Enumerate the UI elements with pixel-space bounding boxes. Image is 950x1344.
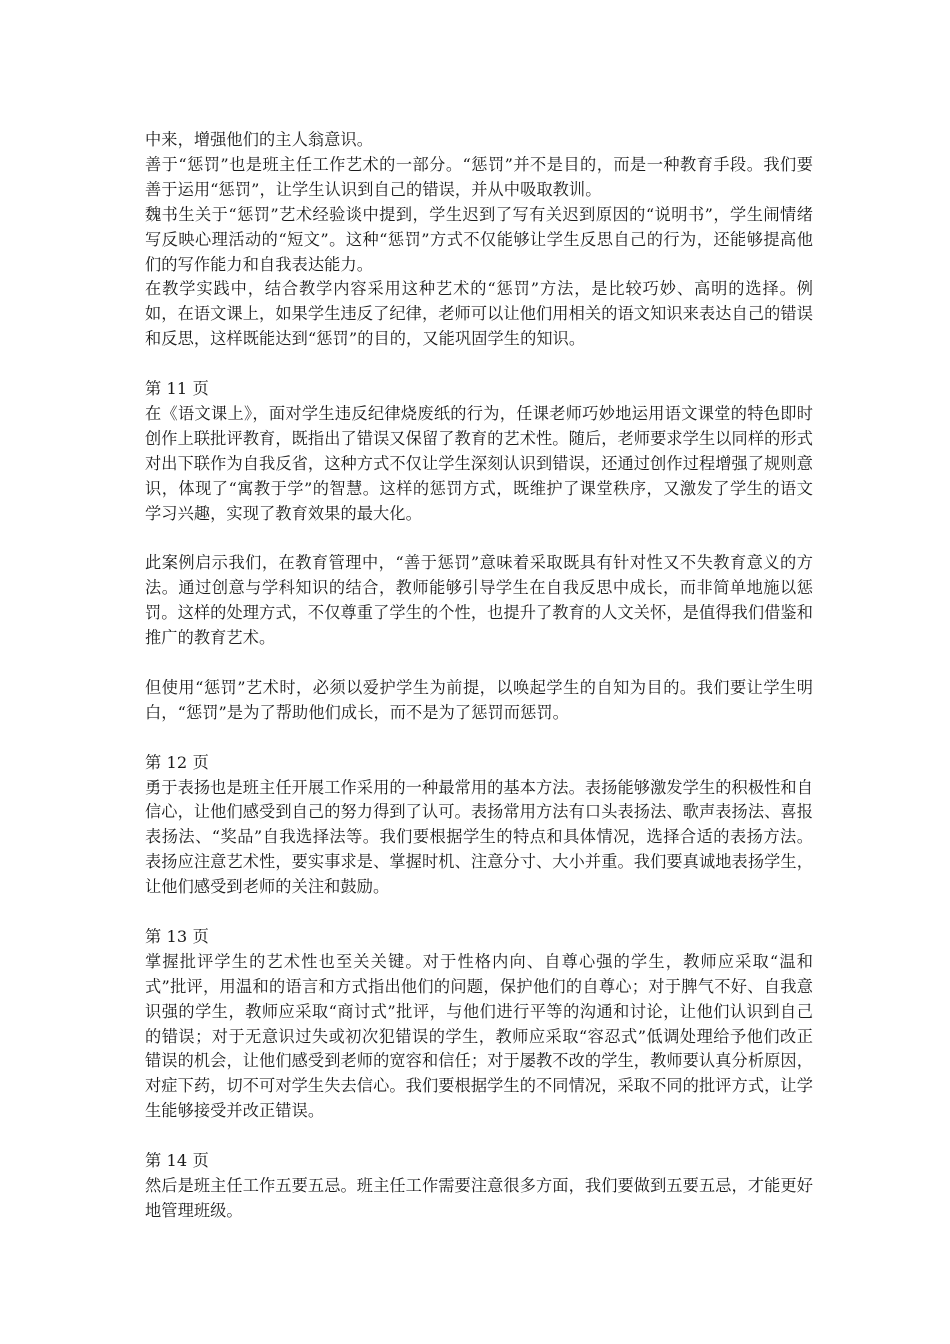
- page-heading-11: 第 11 页: [145, 379, 209, 399]
- paragraph-teaching-practice: 在教学实践中，结合教学内容采用这种艺术的“惩罚”方法，是比较巧妙、高明的选择。例如，在语文课上，如果学生违反了纪律，老师可以让他们用相关的语文知识来表达自己的错误和反思，这样既能达到“惩罚”的目的，又能巩固学生的知识。: [145, 279, 813, 349]
- paragraph-criticism: 掌握批评学生的艺术性也至关关键。对于性格内向、自尊心强的学生，教师应采取“温和式”批评，用温和的语言和方式指出他们的问题，保护他们的自尊心；对于脾气不好、自我意识强的学生，教师应采取“商讨式”批评，与他们进行平等的沟通和讨论，让他们认识到自己的错误；对于无意识过失或初次犯错误的学生，教师应采取“容忍式”低调处理给予他们改正错误的机会，让他们感受到老师的宽容和信任；对于屡教不改的学生，教师要认真分析原因，对症下药，切不可对学生失去信心。我们要根据学生的不同情况，采取不同的批评方式，让学生能够接受并改正错误。: [145, 951, 813, 1121]
- paragraph-case-insight: 此案例启示我们，在教育管理中，“善于惩罚”意味着采取既具有针对性又不失教育意义的方法。通过创意与学科知识的结合，教师能够引导学生在自我反思中成长，而非简单地施以惩罚。这样的处理方式，不仅尊重了学生的个性，也提升了教育的人文关怀，是值得我们借鉴和推广的教育艺术。: [145, 553, 813, 648]
- page-heading-12: 第 12 页: [145, 752, 209, 772]
- document-page: [145, 128, 813, 1224]
- paragraph-punishment-premise: 但使用“惩罚”艺术时，必须以爱护学生为前提，以唤起学生的自知为目的。我们要让学生明白，“惩罚”是为了帮助他们成长，而不是为了惩罚而惩罚。: [145, 677, 813, 722]
- paragraph-five-dos-donts: 然后是班主任工作五要五忌。班主任工作需要注意很多方面，我们要做到五要五忌，才能更好地管理班级。: [145, 1175, 813, 1220]
- paragraph-wei-shusheng: 魏书生关于“惩罚”艺术经验谈中提到，学生迟到了写有关迟到原因的“说明书”，学生闹情绪写反映心理活动的“短文”。这种“惩罚”方式不仅能够让学生反思自己的行为，还能够提高他们的写作能力和自我表达能力。: [145, 204, 813, 274]
- paragraph-praise: 勇于表扬也是班主任开展工作采用的一种最常用的基本方法。表扬能够激发学生的积极性和自信心，让他们感受到自己的努力得到了认可。表扬常用方法有口头表扬法、歌声表扬法、喜报表扬法、“奖品”自我选择法等。我们要根据学生的特点和具体情况，选择合适的表扬方法。表扬应注意艺术性，要实事求是、掌握时机、注意分寸、大小并重。我们要真诚地表扬学生，让他们感受到老师的关注和鼓励。: [145, 777, 813, 897]
- paragraph-chinese-class: 在《语文课上》，面对学生违反纪律烧废纸的行为，任课老师巧妙地运用语文课堂的特色即时创作上联批评教育，既指出了错误又保留了教育的艺术性。随后，老师要求学生以同样的形式对出下联作为自我反省，这种方式不仅让学生深刻认识到错误，还通过创作过程增强了规则意识，体现了“寓教于学”的智慧。这样的惩罚方式，既维护了课堂秩序，又激发了学生的语文学习兴趣，实现了教育效果的最大化。: [145, 403, 813, 523]
- page-heading-13: 第 13 页: [145, 926, 209, 946]
- paragraph-punishment-art: 善于“惩罚”也是班主任工作艺术的一部分。“惩罚”并不是目的，而是一种教育手段。我们要善于运用“惩罚”，让学生认识到自己的错误，并从中吸取教训。: [145, 154, 813, 199]
- paragraph-intro-end: 中来，增强他们的主人翁意识。: [145, 130, 374, 149]
- page-heading-14: 第 14 页: [145, 1151, 209, 1171]
